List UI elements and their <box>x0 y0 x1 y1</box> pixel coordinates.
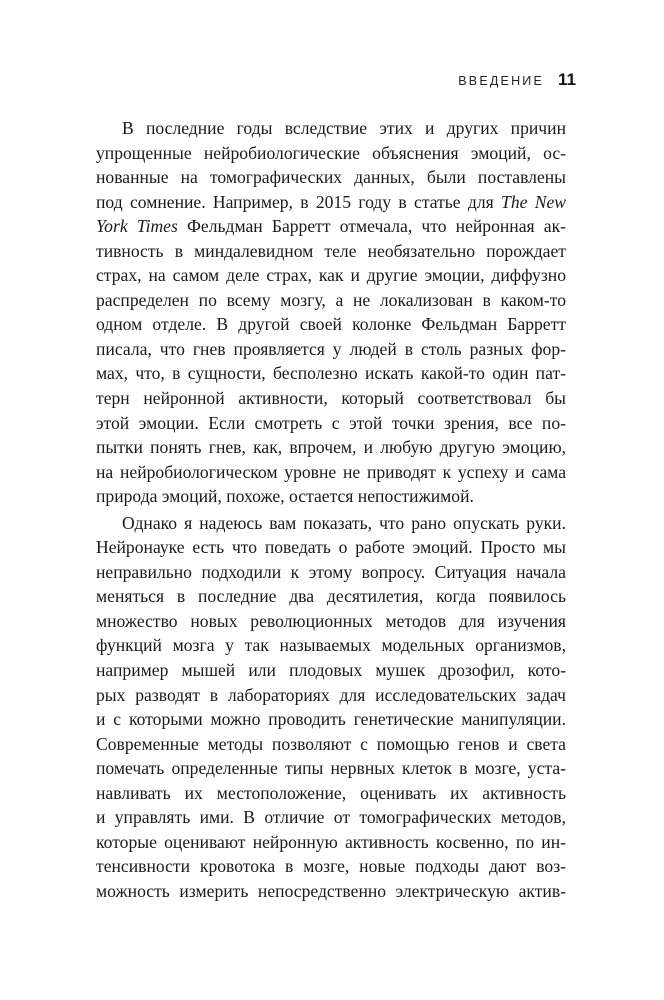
text-line: этой эмоции. Если смотреть с этой точки зрения, все по- <box>96 412 566 433</box>
running-head <box>458 70 576 90</box>
text-line: и с которыми можно проводить генетические манипуляции. <box>96 709 566 730</box>
paragraph-1 <box>96 116 566 509</box>
text-line: В последние годы вследствие этих и других причин <box>122 118 566 138</box>
text-line: можность измерить непосредственно электрическую актив- <box>96 880 566 901</box>
paragraph-2 <box>96 511 566 904</box>
text-line: писала, что гнев проявляется у людей в столь разных фор- <box>96 338 566 359</box>
text-line: множество новых революционных методов для изучения <box>96 610 566 631</box>
text-line: распределен по всему мозгу, а не локализован в каком-то <box>96 289 566 310</box>
text-line: тенсивности кровотока в мозге, новые подходы дают воз- <box>96 856 566 877</box>
text-line: York Times Фельдман Барретт отмечала, что нейронная ак- <box>96 216 566 237</box>
text-line: например мышей или плодовых мушек дрозофил, кото- <box>96 660 566 681</box>
text-line: упрощенные нейробиологические объяснения эмоций, ос- <box>96 142 566 163</box>
text-line: навливать их местоположение, оценивать их активность <box>96 782 566 803</box>
text-line: пытки понять гнев, как, впрочем, и любую другую эмоцию, <box>96 437 566 458</box>
text-line: природа эмоций, похоже, остается непостижимой. <box>96 486 474 507</box>
text-line: Современные методы позволяют с помощью генов и света <box>96 733 566 754</box>
text-line: которые оценивают нейронную активность косвенно, по ин- <box>96 831 566 852</box>
text-line: мах, что, в сущности, бесполезно искать какой-то один пат- <box>96 363 566 384</box>
text-line: рых разводят в лабораториях для исследовательских задач <box>96 684 566 705</box>
text-line: на нейробиологическом уровне не приводят к успеху и сама <box>96 461 566 482</box>
text-line: меняться в последние два десятилетия, когда появилось <box>96 586 566 607</box>
running-head-section: ВВЕДЕНИЕ <box>458 74 545 88</box>
body-text <box>96 116 566 904</box>
text-line: под сомнение. Например, в 2015 году в статье для The New <box>96 191 566 212</box>
text-line: и управлять ими. В отличие от томографических методов, <box>96 807 566 828</box>
text-line: терн нейронной активности, который соответствовал бы <box>96 388 566 409</box>
text-line: неправильно подходили к этому вопросу. Ситуация начала <box>96 561 566 582</box>
text-line: одном отделе. В другой своей колонке Фельдман Барретт <box>96 314 566 335</box>
text-line: Нейронауке есть что поведать о работе эмоций. Просто мы <box>96 537 566 558</box>
text-line: страх, на самом деле страх, как и другие эмоции, диффузно <box>96 265 566 286</box>
text-line: тивность в миндалевидном теле необязательно порождает <box>96 240 566 261</box>
text-line: Однако я надеюсь вам показать, что рано опускать руки. <box>122 512 566 533</box>
text-line: помечать определенные типы нервных клеток в мозге, уста- <box>96 758 566 779</box>
text-line: функций мозга у так называемых модельных организмов, <box>96 635 566 656</box>
page-number: 11 <box>558 70 576 89</box>
text-line: нованные на томографических данных, были поставлены <box>96 167 566 188</box>
